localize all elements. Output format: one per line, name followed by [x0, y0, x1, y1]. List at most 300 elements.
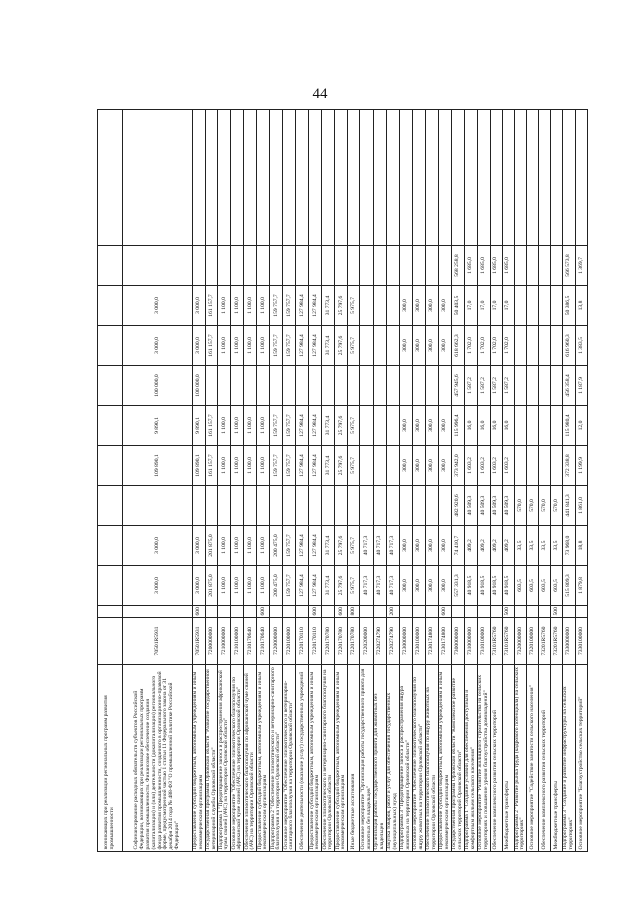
cell-amount — [296, 110, 309, 246]
cell-amount: 33,5 — [514, 526, 527, 566]
cell-code: 7210170640 — [257, 618, 270, 665]
cell-amount: 372 338,8 — [563, 446, 576, 486]
cell-amount: 17,0 — [502, 286, 514, 326]
cell-amount: 1 100,0 — [218, 566, 231, 606]
cell-name: Обеспечение эпизоотического благополучия по ящуру животных на территории Орловской области — [425, 665, 438, 852]
table-row — [270, 110, 283, 852]
table-row — [257, 110, 270, 852]
rotated-table-container — [97, 110, 584, 852]
cell-amount — [551, 110, 563, 246]
cell-amount: 5 975,7 — [348, 526, 360, 566]
cell-amount: 1 603,2 — [464, 446, 477, 486]
table-body — [98, 110, 588, 852]
cell-amount — [514, 366, 527, 406]
cell-amount: 1 100,0 — [218, 326, 231, 366]
cell-amount — [98, 326, 123, 366]
cell-amount — [322, 246, 335, 286]
cell-amount — [551, 246, 563, 286]
cell-amount: 1 100,0 — [257, 526, 270, 566]
cell-amount — [563, 110, 576, 246]
cell-amount — [193, 486, 206, 526]
cell-amount: 127 984,4 — [296, 566, 309, 606]
cell-code: 7310000000 — [464, 618, 477, 665]
cell-group — [412, 606, 425, 618]
cell-amount — [387, 486, 400, 526]
cell-amount: 200 475,0 — [270, 526, 283, 566]
cell-amount — [98, 406, 123, 446]
cell-amount — [374, 406, 387, 446]
cell-amount: 482 920,6 — [451, 486, 464, 526]
cell-amount: 3 000,0 — [123, 566, 193, 606]
cell-amount: 17,0 — [477, 286, 490, 326]
table-row — [551, 110, 563, 852]
cell-amount — [257, 366, 270, 406]
cell-amount: 570,0 — [551, 486, 563, 526]
cell-code: 73201R5760 — [539, 618, 551, 665]
cell-amount: 300,0 — [438, 446, 451, 486]
cell-name: Обеспечение комплексного развития сельских территорий — [490, 665, 502, 852]
cell-code: 73101R5760 — [502, 618, 514, 665]
cell-amount: 200 475,0 — [270, 566, 283, 606]
cell-group: 200 — [387, 606, 400, 618]
cell-amount: 40 918,5 — [477, 566, 490, 606]
table-row — [451, 110, 464, 852]
cell-code: 70501R5931 — [123, 618, 193, 665]
cell-amount — [98, 110, 123, 246]
table-row — [425, 110, 438, 852]
cell-amount: 25 797,6 — [335, 406, 348, 446]
cell-code: 7220170110 — [296, 618, 309, 665]
cell-amount: 570,0 — [539, 486, 551, 526]
cell-amount — [205, 486, 218, 526]
table-row — [231, 110, 244, 852]
cell-amount — [193, 246, 206, 286]
cell-code: 7220170780 — [322, 618, 335, 665]
cell-amount: 1 100,0 — [231, 326, 244, 366]
cell-amount — [425, 246, 438, 286]
cell-amount — [335, 110, 348, 246]
cell-amount — [231, 486, 244, 526]
cell-amount: 1 879,8 — [576, 566, 588, 606]
cell-amount: 1 100,0 — [244, 286, 257, 326]
table-row — [464, 110, 477, 852]
cell-amount — [539, 110, 551, 246]
cell-amount: 16,0 — [477, 406, 490, 446]
cell-amount: 31 773,4 — [322, 446, 335, 486]
cell-amount: 33,5 — [539, 526, 551, 566]
budget-table-frame — [97, 110, 584, 852]
cell-amount: 300,0 — [425, 326, 438, 366]
cell-amount — [360, 366, 374, 406]
cell-amount — [309, 486, 322, 526]
cell-amount: 31 773,4 — [322, 326, 335, 366]
cell-amount: 127 984,4 — [309, 286, 322, 326]
cell-amount — [348, 110, 360, 246]
cell-group — [360, 606, 374, 618]
cell-amount — [309, 246, 322, 286]
cell-amount — [270, 486, 283, 526]
cell-amount: 1 685,0 — [490, 246, 502, 286]
cell-group — [527, 606, 539, 618]
cell-amount: 1 100,0 — [218, 286, 231, 326]
cell-group — [514, 606, 527, 618]
cell-amount — [231, 110, 244, 246]
cell-amount: 100 000,0 — [123, 366, 193, 406]
cell-amount: 1 100,0 — [244, 406, 257, 446]
cell-amount: 161 157,7 — [205, 326, 218, 366]
cell-amount — [98, 486, 123, 526]
cell-code: 7210170640 — [244, 618, 257, 665]
cell-amount: 618 662,3 — [451, 326, 464, 366]
cell-amount: 300,0 — [399, 526, 412, 566]
cell-amount: 1 587,2 — [490, 366, 502, 406]
cell-amount: 25 797,6 — [335, 566, 348, 606]
cell-amount — [374, 366, 387, 406]
cell-code: 7210100000 — [231, 618, 244, 665]
cell-amount — [296, 366, 309, 406]
cell-code: 7220100000 — [283, 618, 296, 665]
cell-amount: 603,5 — [551, 566, 563, 606]
cell-amount: 25 797,6 — [335, 326, 348, 366]
cell-code: 7320000000 — [514, 618, 527, 665]
cell-amount — [527, 110, 539, 246]
cell-amount: 40 509,3 — [490, 486, 502, 526]
cell-amount: 5 975,7 — [348, 326, 360, 366]
cell-amount: 50 403,5 — [451, 286, 464, 326]
cell-amount: 300,0 — [425, 406, 438, 446]
cell-amount: 25 797,6 — [335, 286, 348, 326]
cell-amount: 159 757,7 — [283, 526, 296, 566]
cell-amount — [412, 110, 425, 246]
cell-amount: 3 000,0 — [123, 526, 193, 566]
cell-code — [98, 618, 123, 665]
cell-amount: 127 984,4 — [309, 566, 322, 606]
cell-amount: 16,0 — [490, 406, 502, 446]
cell-name: Предоставление субсидий бюджетным, автономным учреждениям и иным некоммерческим организациям — [335, 665, 348, 852]
cell-amount: 25 797,6 — [335, 526, 348, 566]
cell-amount: 1 100,0 — [257, 286, 270, 326]
cell-code: 7220170780 — [335, 618, 348, 665]
cell-amount: 161 157,7 — [205, 446, 218, 486]
cell-amount: 127 984,4 — [296, 326, 309, 366]
cell-amount: 17,0 — [490, 286, 502, 326]
table-row — [576, 110, 588, 852]
cell-amount: 515 809,3 — [563, 566, 576, 606]
cell-group — [576, 606, 588, 618]
cell-amount — [502, 110, 514, 246]
cell-amount: 73 968,0 — [563, 526, 576, 566]
table-row — [283, 110, 296, 852]
cell-amount: 3 000,0 — [123, 326, 193, 366]
page-number: 44 — [312, 86, 328, 102]
cell-amount — [335, 486, 348, 526]
cell-amount: 127 984,4 — [296, 526, 309, 566]
cell-amount: 40 717,3 — [374, 566, 387, 606]
cell-amount — [257, 110, 270, 246]
cell-amount — [360, 326, 374, 366]
cell-group — [374, 606, 387, 618]
cell-code: 7230100000 — [412, 618, 425, 665]
cell-amount: 603,5 — [527, 566, 539, 606]
cell-amount: 5 975,7 — [348, 446, 360, 486]
cell-amount — [374, 110, 387, 246]
cell-amount: 100 000,0 — [193, 366, 206, 406]
table-row — [412, 110, 425, 852]
cell-amount: 159 757,7 — [270, 406, 283, 446]
cell-amount — [527, 446, 539, 486]
cell-amount — [231, 366, 244, 406]
cell-amount: 3 000,0 — [123, 286, 193, 326]
cell-amount: 161 157,7 — [205, 286, 218, 326]
cell-amount — [348, 246, 360, 286]
table-row — [477, 110, 490, 852]
cell-amount — [576, 110, 588, 246]
table-row — [399, 110, 412, 852]
cell-amount — [360, 406, 374, 446]
cell-amount: 603,5 — [539, 566, 551, 606]
cell-group — [205, 606, 218, 618]
cell-amount: 300,0 — [438, 566, 451, 606]
table-row — [335, 110, 348, 852]
cell-amount — [399, 110, 412, 246]
cell-amount: 159 757,7 — [283, 446, 296, 486]
cell-amount — [123, 486, 193, 526]
cell-amount: 40 717,3 — [387, 526, 400, 566]
cell-amount: 159 757,7 — [283, 406, 296, 446]
cell-amount: 568 258,8 — [451, 246, 464, 286]
cell-amount — [244, 110, 257, 246]
cell-code: 73101R5760 — [490, 618, 502, 665]
cell-amount — [205, 246, 218, 286]
cell-amount — [270, 246, 283, 286]
cell-amount — [348, 486, 360, 526]
cell-amount: 300,0 — [425, 526, 438, 566]
cell-name: Государственная программа Орловской области "Развитие государственной ветеринарной службы Орловской области" — [205, 665, 218, 852]
cell-amount — [539, 406, 551, 446]
cell-amount — [335, 366, 348, 406]
cell-amount: 1 369,7 — [576, 246, 588, 286]
cell-amount: 300,0 — [425, 566, 438, 606]
cell-amount — [551, 326, 563, 366]
cell-amount — [360, 110, 374, 246]
cell-name: Софинансирование расходных обязательств субъектов Российской Федерации, возникающих при реализации региональных программ развития промышленности. Финансовое обеспечение создания (капитализации) и (или) деятельности (докапитализации) регионального фонда развития промышленности, созданного в организационно-правовой форме, предусмотренной частью 1 статьи 11 Федерального закона от 31 декабря 2014 года № 488-ФЗ "О промышленной политике Российской Федерации" — [123, 665, 193, 852]
cell-group: 800 — [348, 606, 360, 618]
cell-amount: 5 975,7 — [348, 286, 360, 326]
cell-amount: 1 603,2 — [477, 446, 490, 486]
cell-amount: 300,0 — [399, 446, 412, 486]
cell-amount: 127 984,4 — [309, 406, 322, 446]
cell-name: Основное мероприятие "Обеспечение эпизоотического благополучия по ящуру животных на территории Орловской области" — [412, 665, 425, 852]
table-row — [244, 110, 257, 852]
cell-amount — [387, 406, 400, 446]
cell-amount: 1 100,0 — [244, 526, 257, 566]
cell-amount: 300,0 — [425, 286, 438, 326]
cell-group: 500 — [502, 606, 514, 618]
table-row — [539, 110, 551, 852]
cell-amount — [296, 246, 309, 286]
cell-amount — [205, 110, 218, 246]
table-row — [193, 110, 206, 852]
cell-amount — [123, 110, 193, 246]
cell-amount — [322, 110, 335, 246]
cell-group — [231, 606, 244, 618]
cell-amount — [425, 110, 438, 246]
cell-amount — [412, 246, 425, 286]
cell-amount — [322, 486, 335, 526]
cell-code: 7220274790 — [374, 618, 387, 665]
cell-amount: 161 157,7 — [205, 406, 218, 446]
cell-group — [218, 606, 231, 618]
cell-amount: 3 000,0 — [193, 326, 206, 366]
cell-amount — [283, 246, 296, 286]
cell-amount — [399, 486, 412, 526]
cell-amount: 17,0 — [464, 286, 477, 326]
cell-amount: 127 984,4 — [309, 326, 322, 366]
cell-amount: 300,0 — [438, 326, 451, 366]
cell-amount: 13,8 — [576, 286, 588, 326]
cell-amount — [412, 366, 425, 406]
cell-amount: 300,0 — [438, 406, 451, 446]
cell-amount: 16,0 — [464, 406, 477, 446]
cell-name: Государственная программа Орловской области "Комплексное развитие сельских территорий Орловской области" — [451, 665, 464, 852]
cell-group — [451, 606, 464, 618]
table-row — [527, 110, 539, 852]
cell-amount: 33,5 — [551, 526, 563, 566]
cell-amount — [360, 246, 374, 286]
cell-amount: 5 975,7 — [348, 406, 360, 446]
cell-amount — [98, 286, 123, 326]
cell-name: Основное мероприятие "Развитие жилищного строительства на сельских территориях и повышение уровня благоустройства домовладений" — [477, 665, 490, 852]
cell-amount — [539, 326, 551, 366]
cell-name: Подпрограмма 1 "Предотвращение заноса и распространения африканской чумы свиней (АЧС) на территории Орловской области" — [218, 665, 231, 852]
cell-amount — [438, 486, 451, 526]
cell-amount — [218, 366, 231, 406]
table-row — [205, 110, 218, 852]
cell-amount: 1 187,9 — [576, 366, 588, 406]
cell-amount — [374, 486, 387, 526]
cell-amount — [309, 366, 322, 406]
cell-amount — [490, 110, 502, 246]
cell-amount: 1 100,0 — [231, 526, 244, 566]
cell-name: Иные бюджетные ассигнования — [348, 665, 360, 852]
cell-amount: 1 603,2 — [502, 446, 514, 486]
cell-group: 600 — [257, 606, 270, 618]
cell-amount — [477, 110, 490, 246]
cell-amount: 441 841,3 — [563, 486, 576, 526]
table-row — [322, 110, 335, 852]
cell-group: 600 — [438, 606, 451, 618]
cell-amount: 1 702,0 — [477, 326, 490, 366]
cell-amount — [387, 366, 400, 406]
table-row — [348, 110, 360, 852]
cell-amount: 31 773,4 — [322, 406, 335, 446]
table-row — [374, 110, 387, 852]
cell-amount: 1 100,0 — [218, 526, 231, 566]
cell-amount: 566 573,8 — [563, 246, 576, 286]
cell-name: Подпрограмма 2 "Развитие рынка труда (кадрового потенциала) на сельских территориях" — [514, 665, 527, 852]
cell-group — [477, 606, 490, 618]
cell-amount: 3 000,0 — [193, 526, 206, 566]
cell-amount — [451, 110, 464, 246]
cell-amount: 616 960,3 — [563, 326, 576, 366]
cell-amount — [438, 110, 451, 246]
table-row — [309, 110, 322, 852]
table-row — [502, 110, 514, 852]
cell-amount: 12,0 — [576, 406, 588, 446]
cell-amount — [527, 366, 539, 406]
table-row — [490, 110, 502, 852]
cell-amount — [218, 110, 231, 246]
cell-amount: 127 984,4 — [296, 446, 309, 486]
cell-group: 600 — [335, 606, 348, 618]
cell-name: Обеспечение комплексного развития сельских территорий — [539, 665, 551, 852]
cell-amount: 31 773,4 — [322, 286, 335, 326]
cell-amount: 127 984,4 — [309, 446, 322, 486]
cell-amount — [527, 246, 539, 286]
cell-amount: 300,0 — [412, 446, 425, 486]
cell-amount — [399, 246, 412, 286]
cell-amount: 603,5 — [514, 566, 527, 606]
cell-group — [283, 606, 296, 618]
cell-amount: 31 773,4 — [322, 566, 335, 606]
cell-amount: 40 918,5 — [490, 566, 502, 606]
table-row — [438, 110, 451, 852]
cell-amount — [399, 366, 412, 406]
cell-group — [296, 606, 309, 618]
cell-amount — [231, 246, 244, 286]
cell-amount — [527, 406, 539, 446]
cell-amount — [193, 110, 206, 246]
cell-amount: 456 358,4 — [563, 366, 576, 406]
cell-name: Закупка товаров, работ и услуг для обеспечения государственных (муниципальных) нужд — [387, 665, 400, 852]
cell-code: 7230000000 — [399, 618, 412, 665]
cell-amount — [539, 246, 551, 286]
cell-amount — [257, 486, 270, 526]
cell-amount: 409,2 — [477, 526, 490, 566]
cell-group — [270, 606, 283, 618]
cell-amount — [438, 246, 451, 286]
cell-code: 7310100000 — [477, 618, 490, 665]
cell-amount: 373 942,0 — [451, 446, 464, 486]
cell-amount — [98, 566, 123, 606]
cell-amount — [270, 110, 283, 246]
cell-amount: 1 702,0 — [490, 326, 502, 366]
cell-amount: 159 757,7 — [283, 326, 296, 366]
cell-amount — [270, 366, 283, 406]
cell-amount: 1 685,0 — [502, 246, 514, 286]
table-row — [514, 110, 527, 852]
cell-amount — [387, 326, 400, 366]
cell-amount — [360, 446, 374, 486]
cell-amount — [98, 526, 123, 566]
cell-amount: 300,0 — [399, 566, 412, 606]
cell-amount: 300,0 — [438, 526, 451, 566]
cell-code: 7220170780 — [348, 618, 360, 665]
cell-amount: 1 587,2 — [477, 366, 490, 406]
cell-amount: 40 717,3 — [387, 566, 400, 606]
cell-amount: 1 100,0 — [257, 566, 270, 606]
cell-amount: 1 100,0 — [231, 446, 244, 486]
cell-amount: 1 587,2 — [464, 366, 477, 406]
cell-amount — [98, 246, 123, 286]
cell-amount — [322, 366, 335, 406]
cell-code: 7220274790 — [387, 618, 400, 665]
cell-amount: 1 685,0 — [477, 246, 490, 286]
cell-amount: 457 945,6 — [451, 366, 464, 406]
cell-amount: 3 000,0 — [193, 286, 206, 326]
cell-group: 600 — [309, 606, 322, 618]
cell-name: Подпрограмма 2 "Обеспечение эпизоотического и ветеринарно-санитарного благополучия на территории Орловской области" — [270, 665, 283, 852]
